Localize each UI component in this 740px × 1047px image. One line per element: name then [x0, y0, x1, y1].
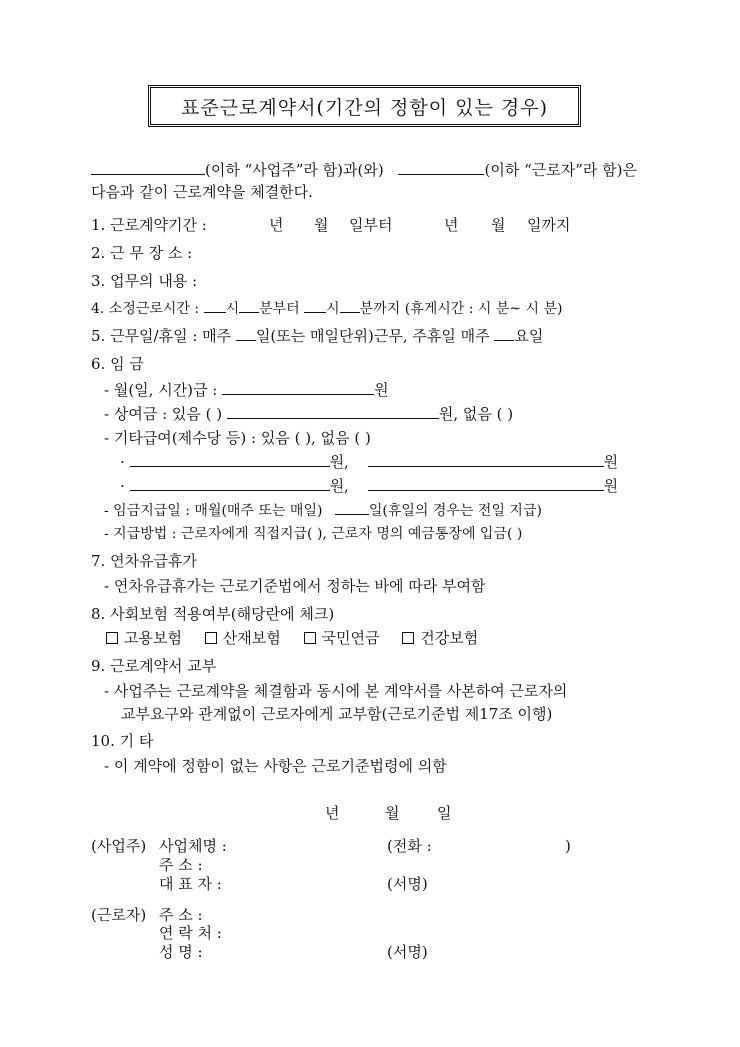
contract-date [325, 803, 452, 823]
worker-tag: (근로자) [91, 906, 147, 924]
other-pay-line-1: · 원, 원 [120, 453, 619, 471]
item-workdays-holidays: 5. 근무일/휴일 : 매주 일(또는 매일단위)근무, 주휴일 매주 요일 [91, 327, 544, 345]
item-wage: 6. 임 금 [91, 355, 144, 373]
bonus-amount-blank[interactable] [227, 404, 439, 419]
item-working-hours: 4. 소정근로시간 : 시 분부터 시 분까지 (휴게시간 : 시 분~ 시 분) [91, 298, 563, 319]
item-workplace: 2. 근 무 장 소 : [91, 244, 193, 262]
worker-name-label: 성 명 : [159, 943, 203, 961]
end-hour-blank[interactable] [304, 298, 326, 313]
annual-leave-text: - 연차유급휴가는 근로기준법에서 정하는 바에 따라 부여함 [104, 577, 486, 595]
insurance-option-health[interactable]: 건강보험 [402, 629, 478, 647]
document-title-box [148, 85, 581, 127]
employer-signature[interactable]: (서명) [387, 875, 428, 893]
checkbox-health[interactable] [402, 632, 414, 644]
document-title: 표준근로계약서(기간의 정함이 있는 경우) [181, 96, 548, 119]
employer-tag: (사업주) [91, 837, 147, 855]
worker-contact-label: 연 락 처 : [159, 924, 222, 942]
other-pay-blank-3[interactable] [130, 476, 330, 491]
item-other: 10. 기 타 [91, 732, 154, 750]
checkbox-employment[interactable] [106, 632, 118, 644]
date-month: 월 [385, 804, 400, 822]
item-contract-delivery: 9. 근로계약서 교부 [91, 657, 217, 675]
contract-delivery-text-1: - 사업주는 근로계약을 체결함과 동시에 본 계약서를 사본하여 근로자의 [104, 682, 568, 700]
holiday-blank[interactable] [494, 326, 514, 341]
worker-signature[interactable]: (서명) [387, 943, 428, 961]
insurance-option-pension[interactable]: 국민연금 [304, 629, 380, 647]
payday-row: - 임금지급일 : 매월(매주 또는 매일) 일(휴일의 경우는 전일 지급) [104, 500, 542, 521]
employer-rep-label: 대 표 자 : [159, 875, 222, 893]
employer-blank[interactable] [91, 160, 205, 175]
item-job-description: 3. 업무의 내용 : [91, 272, 198, 290]
contract-delivery-text-2: 교부요구와 관계없이 근로자에게 교부함(근로기준법 제17조 이행) [121, 705, 553, 723]
insurance-option-employment[interactable]: 고용보험 [106, 629, 182, 647]
other-pay-line-2: · 원, 원 [120, 477, 619, 495]
other-pay-row: - 기타급여(제수당 등) : 있음 ( ), 없음 ( ) [104, 429, 371, 447]
start-hour-blank[interactable] [204, 298, 226, 313]
item-contract-period: 1. 근로계약기간 : 년 월 일부터 년 월 일까지 [91, 216, 571, 234]
date-day: 일 [437, 804, 452, 822]
checkbox-pension[interactable] [304, 632, 316, 644]
other-text: - 이 계약에 정함이 없는 사항은 근로기준법령에 의함 [104, 757, 447, 775]
insurance-options [106, 628, 478, 648]
other-pay-blank-1[interactable] [130, 452, 330, 467]
start-minute-blank[interactable] [239, 298, 259, 313]
payment-method-row: - 지급방법 : 근로자에게 직접지급( ), 근로자 명의 예금통장에 입금( ) [104, 526, 523, 542]
wage-amount-blank[interactable] [222, 380, 374, 395]
other-pay-blank-4[interactable] [368, 476, 604, 491]
intro-line-1: (이하 “사업주”라 함)과(와) (이하 “근로자”라 함)은 [91, 160, 637, 180]
intro-line-2: 다음과 같이 근로계약을 체결한다. [91, 183, 313, 201]
date-year: 년 [325, 804, 340, 822]
checkbox-industrial[interactable] [205, 632, 217, 644]
item-social-insurance: 8. 사회보험 적용여부(해당란에 체크) [91, 605, 335, 623]
insurance-option-industrial[interactable]: 산재보험 [205, 629, 281, 647]
item-annual-leave: 7. 연차유급휴가 [91, 552, 198, 570]
bonus-row: - 상여금 : 있음 ( ) 원, 없음 ( ) [104, 405, 514, 423]
end-minute-blank[interactable] [340, 298, 360, 313]
employer-phone-close: ) [565, 837, 571, 855]
employer-phone-label: (전화 : [387, 837, 432, 855]
employer-address-label: 주 소 : [159, 856, 203, 874]
wage-monthly-row: - 월(일, 시간)급 : 원 [104, 381, 389, 399]
other-pay-blank-2[interactable] [368, 452, 604, 467]
workdays-blank[interactable] [236, 326, 256, 341]
payday-blank[interactable] [335, 500, 369, 515]
worker-address-label: 주 소 : [159, 906, 203, 924]
employer-company-label: 사업체명 : [159, 837, 227, 855]
worker-blank[interactable] [398, 160, 484, 175]
